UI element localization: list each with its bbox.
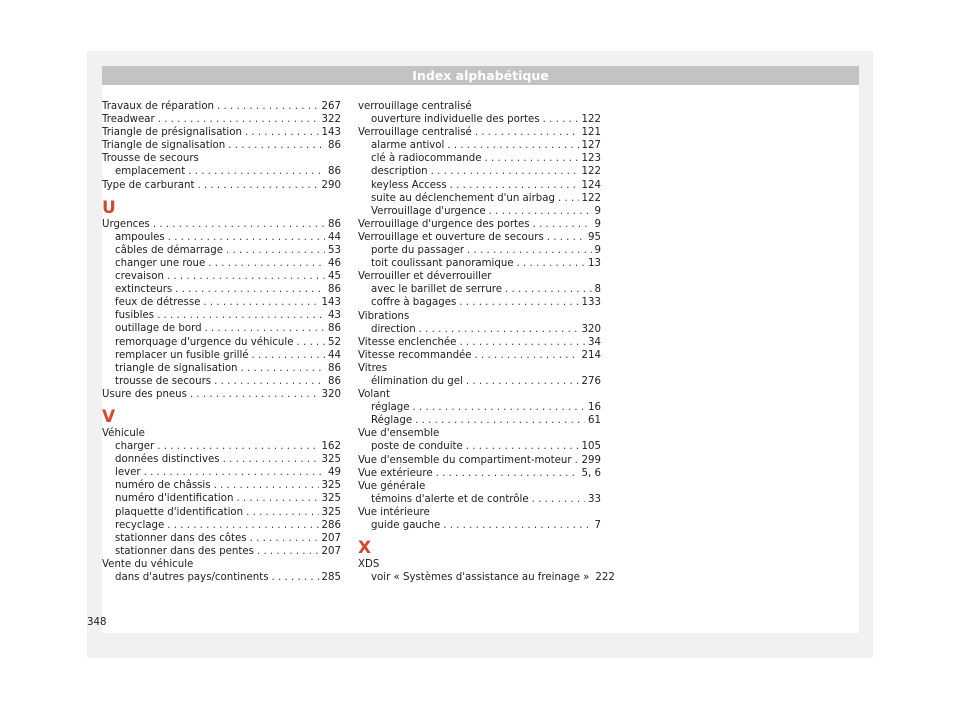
index-entry[interactable]: Travaux de réparation . . . 267 xyxy=(102,100,341,113)
index-entry[interactable]: Verrouillage d'urgence des portes . . . 9 xyxy=(358,218,601,231)
index-entry[interactable]: Usure des pneus . . . 320 xyxy=(102,388,341,401)
index-subentry[interactable]: dans d'autres pays/continents . . . 285 xyxy=(102,571,341,584)
index-entry[interactable]: Vitesse recommandée . . . 214 xyxy=(358,349,601,362)
index-heading: verrouillage centralisé xyxy=(358,101,472,112)
index-subentry[interactable]: avec le barillet de serrure . . . 8 xyxy=(358,283,601,296)
index-heading: Véhicule xyxy=(102,427,145,439)
index-subentry[interactable]: numéro de châssis . . . 325 xyxy=(102,479,341,492)
index-subentry[interactable]: réglage . . . 16 xyxy=(358,401,601,414)
index-column-right xyxy=(358,100,615,584)
index-subentry[interactable]: recyclage . . . 286 xyxy=(102,519,341,532)
page-header xyxy=(102,66,859,85)
index-subentry[interactable]: données distinctives . . . 325 xyxy=(102,453,341,466)
index-subentry[interactable]: charger . . . 162 xyxy=(102,440,341,453)
index-subentry[interactable]: outillage de bord . . . 86 xyxy=(102,322,341,335)
index-subentry[interactable]: stationner dans des côtes . . . 207 xyxy=(102,532,341,545)
index-entry[interactable]: Vue d'ensemble du compartiment-moteur . . . 299 xyxy=(358,454,601,467)
index-heading: Vibrations xyxy=(358,310,410,322)
index-subentry[interactable]: trousse de secours . . . 86 xyxy=(102,375,341,388)
index-subentry[interactable]: fusibles . . . 43 xyxy=(102,309,341,322)
index-subentry[interactable]: guide gauche . . . 7 xyxy=(358,519,601,532)
index-subentry[interactable]: keyless Access . . . 124 xyxy=(358,179,601,192)
index-entry[interactable]: Urgences . . . 86 xyxy=(102,218,341,231)
index-subentry[interactable]: clé à radiocommande . . . 123 xyxy=(358,152,601,165)
index-subentry[interactable]: direction . . . 320 xyxy=(358,323,601,336)
index-heading: Vue d'ensemble xyxy=(358,428,440,440)
index-entry[interactable]: Vue extérieure . . . 5, 6 xyxy=(358,467,601,480)
index-subentry[interactable]: voir « Systèmes d'assistance au freinage » 222 xyxy=(371,572,615,584)
index-heading: Verrouiller et déverrouiller xyxy=(358,271,492,283)
index-entry[interactable]: Triangle de présignalisation . . . 143 xyxy=(102,126,341,139)
index-subentry[interactable]: coffre à bagages . . . 133 xyxy=(358,296,601,309)
index-subentry[interactable]: extincteurs . . . 86 xyxy=(102,283,341,296)
index-heading: Vitres xyxy=(358,362,388,374)
index-heading: Vue générale xyxy=(358,480,426,492)
index-column-left xyxy=(102,100,341,584)
index-entry[interactable]: Verrouillage et ouverture de secours . . . 95 xyxy=(358,231,601,244)
index-subentry[interactable]: remplacer un fusible grillé . . . 44 xyxy=(102,349,341,362)
index-subentry[interactable]: ouverture individuelle des portes . . . 122 xyxy=(358,113,601,126)
page-number: 348 xyxy=(87,617,107,628)
index-heading: Vente du véhicule xyxy=(102,558,194,570)
index-subentry[interactable]: description . . . 122 xyxy=(358,165,601,178)
index-subentry[interactable]: changer une roue . . . 46 xyxy=(102,257,341,270)
index-subentry[interactable]: plaquette d'identification . . . 325 xyxy=(102,506,341,519)
index-subentry[interactable]: élimination du gel . . . 276 xyxy=(358,375,601,388)
index-subentry[interactable]: crevaison . . . 45 xyxy=(102,270,341,283)
section-letter-u: U xyxy=(102,197,116,218)
index-subentry[interactable]: feux de détresse . . . 143 xyxy=(102,296,341,309)
index-subentry[interactable]: Réglage . . . 61 xyxy=(358,414,601,427)
index-subentry[interactable]: Verrouillage d'urgence . . . 9 xyxy=(358,205,601,218)
section-letter-v: V xyxy=(102,406,116,427)
index-subentry[interactable]: emplacement . . . 86 xyxy=(102,165,341,178)
index-subentry[interactable]: témoins d'alerte et de contrôle . . . 33 xyxy=(358,493,601,506)
index-entry[interactable]: Triangle de signalisation . . . 86 xyxy=(102,139,341,152)
index-heading: Volant xyxy=(358,389,390,401)
index-entry[interactable]: Vitesse enclenchée . . . 34 xyxy=(358,336,601,349)
index-subentry[interactable]: câbles de démarrage . . . 53 xyxy=(102,244,341,257)
index-subentry[interactable]: alarme antivol . . . 127 xyxy=(358,139,601,152)
index-subentry[interactable]: lever . . . 49 xyxy=(102,466,341,479)
index-entry[interactable]: Verrouillage centralisé . . . 121 xyxy=(358,126,601,139)
index-entry[interactable]: Type de carburant . . . 290 xyxy=(102,179,341,192)
header-title: Index alphabétique xyxy=(412,68,549,83)
index-subentry[interactable]: remorquage d'urgence du véhicule . . . 52 xyxy=(102,336,341,349)
index-subentry[interactable]: stationner dans des pentes . . . 207 xyxy=(102,545,341,558)
index-subentry[interactable]: poste de conduite . . . 105 xyxy=(358,440,601,453)
index-heading: Trousse de secours xyxy=(102,153,199,165)
index-subentry[interactable]: ampoules . . . 44 xyxy=(102,231,341,244)
section-letter-x: X xyxy=(358,538,372,559)
index-subentry[interactable]: porte du passager . . . 9 xyxy=(358,244,601,257)
index-subentry[interactable]: numéro d'identification . . . 325 xyxy=(102,492,341,505)
index-heading: XDS xyxy=(358,559,380,571)
index-subentry[interactable]: suite au déclenchement d'un airbag . . . 122 xyxy=(358,192,601,205)
index-subentry[interactable]: triangle de signalisation . . . 86 xyxy=(102,362,341,375)
index-subentry[interactable]: toit coulissant panoramique . . . 13 xyxy=(358,257,601,270)
index-heading: Vue intérieure xyxy=(358,506,430,518)
index-entry[interactable]: Treadwear . . . 322 xyxy=(102,113,341,126)
